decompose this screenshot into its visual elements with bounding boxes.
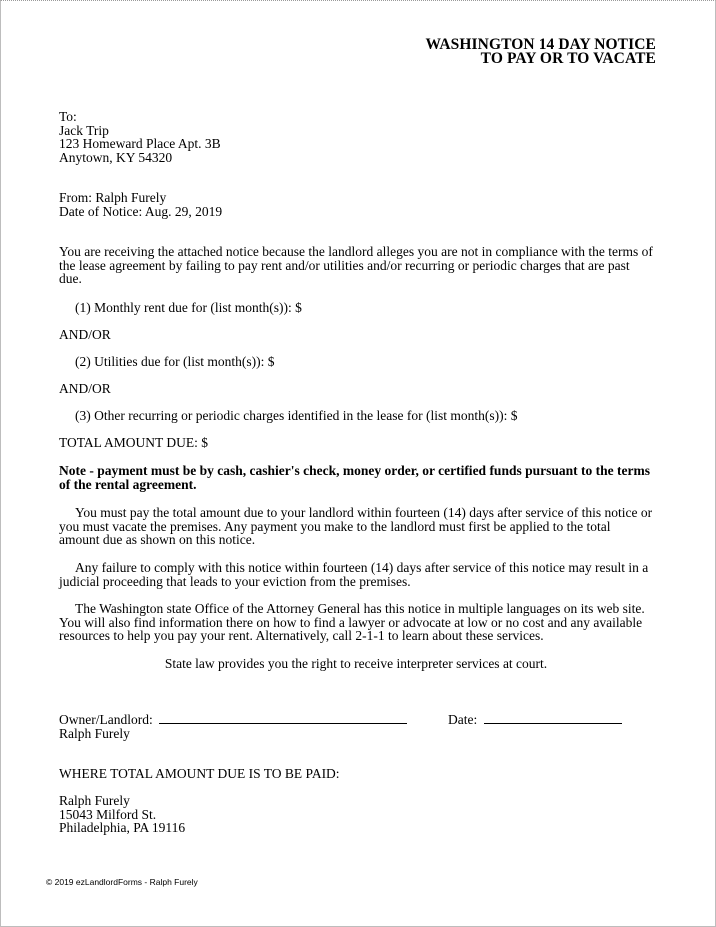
recipient-block [59, 110, 221, 164]
date-label: Date: [448, 712, 478, 727]
owner-signature-block [59, 712, 407, 740]
item-utilities: (2) Utilities due for (list month(s)): $ [75, 354, 275, 369]
date-signature-block [448, 712, 622, 727]
owner-name: Ralph Furely [59, 725, 130, 741]
owner-signature-line [159, 712, 407, 724]
item-other-charges: (3) Other recurring or periodic charges identified in the lease for (list month(s)): $ [75, 408, 518, 423]
title-line-1: WASHINGTON 14 DAY NOTICE [425, 36, 656, 53]
tenant-address-line-1: 123 Homeward Place Apt. 3B [59, 136, 221, 152]
payment-address-block [59, 794, 185, 835]
payment-method-note: Note - payment must be by cash, cashier's check, money order, or certified funds pursuant to the terms of the rental agreement. [59, 463, 650, 492]
owner-label: Owner/Landlord: [59, 712, 153, 727]
date-signature-line [484, 712, 622, 724]
and-or-2: AND/OR [59, 381, 111, 396]
to-label: To: [59, 109, 77, 124]
eviction-warning-paragraph: Any failure to comply with this notice within fourteen (14) days after service of this notice may result in a judicial proceeding that leads to your eviction from the premises. [59, 560, 649, 589]
payment-heading: WHERE TOTAL AMOUNT DUE IS TO BE PAID: [59, 766, 340, 781]
attorney-general-paragraph: The Washington state Office of the Attorney General has this notice in multiple languages on its web site. You will also find information there on how to find a lawyer or advocate at low or no cost and any available resources to help you pay your rent. Alternatively, call 2-1-1 to learn about these services. [59, 601, 645, 644]
and-or-1: AND/OR [59, 327, 111, 342]
tenant-address-line-2: Anytown, KY 54320 [59, 149, 173, 165]
copyright-footer: © 2019 ezLandlordForms - Ralph Furely [46, 877, 198, 887]
notice-date: Date of Notice: Aug. 29, 2019 [59, 203, 223, 219]
from-line: From: Ralph Furely [59, 190, 167, 205]
item-monthly-rent: (1) Monthly rent due for (list month(s)): $ [75, 300, 302, 315]
payee-name: Ralph Furely [59, 793, 130, 808]
intro-paragraph: You are receiving the attached notice because the landlord alleges you are not in compliance with the terms of the lease agreement by failing to pay rent and/or utilities and/or recurring or periodic charges that are past due. [59, 244, 653, 287]
payee-address-line-2: Philadelphia, PA 19116 [59, 820, 186, 836]
payee-address-line-1: 15043 Milford St. [59, 806, 157, 822]
document-title [425, 38, 656, 66]
total-amount-due: TOTAL AMOUNT DUE: $ [59, 435, 209, 450]
interpreter-rights: State law provides you the right to receive interpreter services at court. [164, 656, 548, 671]
sender-block [59, 191, 222, 218]
title-line-2: TO PAY OR TO VACATE [480, 50, 656, 67]
tenant-name: Jack Trip [59, 122, 109, 138]
pay-or-vacate-paragraph: You must pay the total amount due to your landlord within fourteen (14) days after service of this notice or you must vacate the premises. Any payment you make to the landlord must first be applied to the total amount due as shown on this notice. [59, 505, 653, 548]
